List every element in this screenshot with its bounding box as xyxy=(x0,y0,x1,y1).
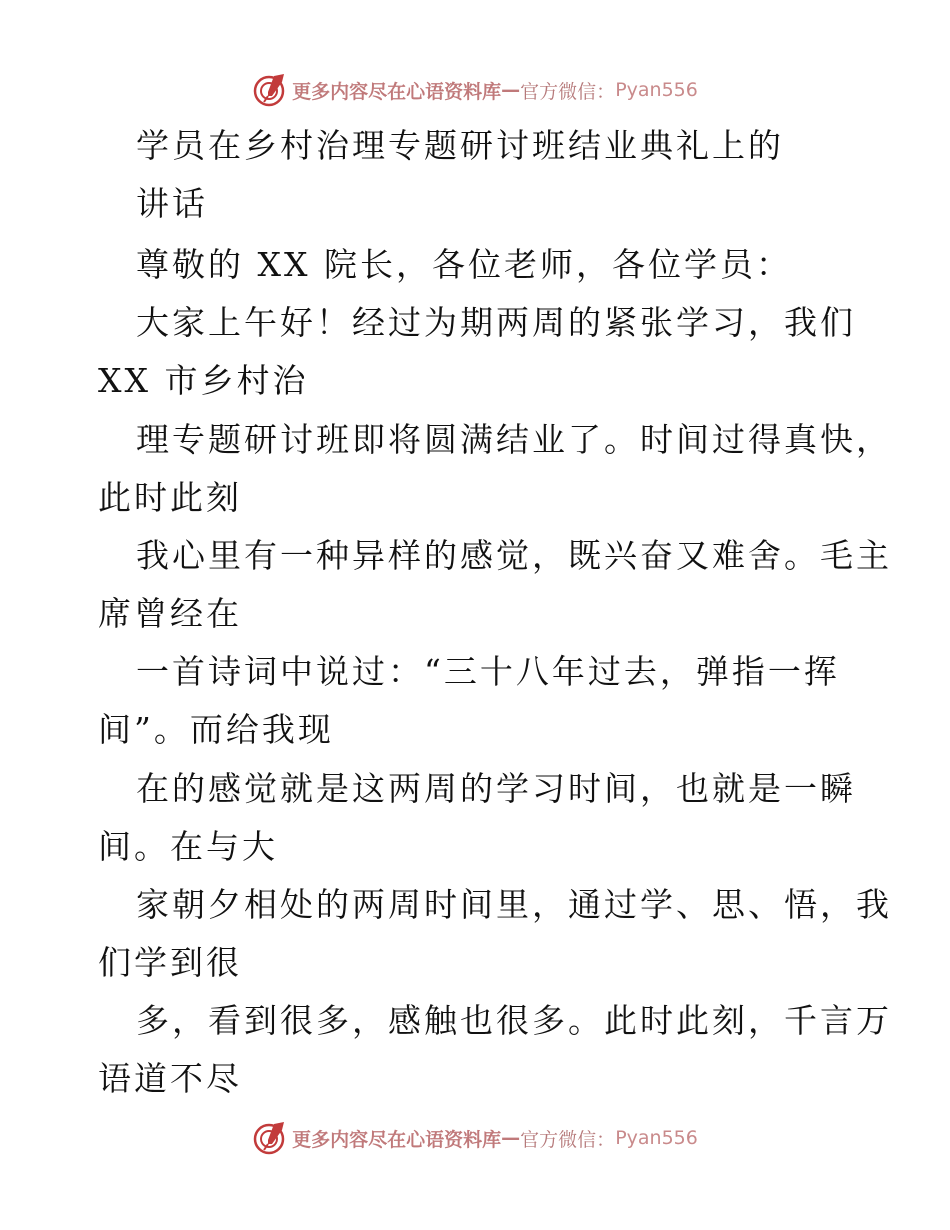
banner-dash: — xyxy=(501,79,521,101)
watermark-banner-top xyxy=(0,70,950,110)
paragraph-line: 大家上午好！经过为期两周的紧张学习，我们 xyxy=(136,303,856,342)
banner-wechat-id: Pyan556 xyxy=(615,1127,698,1149)
banner-wechat-label: 官方微信： xyxy=(520,80,616,103)
quill-logo-icon xyxy=(252,1120,288,1156)
quill-logo-icon xyxy=(252,72,288,108)
salutation-line: 尊敬的 XX 院长，各位老师，各位学员： xyxy=(136,245,792,284)
watermark-banner-bottom xyxy=(0,1118,950,1158)
paragraph-line: 间”。而给我现 xyxy=(98,710,334,749)
document-title-line-2: 讲话 xyxy=(136,184,208,223)
banner-main-text: 更多内容尽在心语资料库 xyxy=(292,1128,502,1151)
document-title-line-1: 学员在乡村治理专题研讨班结业典礼上的 xyxy=(136,126,784,165)
paragraph-line: 间。在与大 xyxy=(98,827,278,866)
paragraph-line: 一首诗词中说过：“三十八年过去，弹指一挥 xyxy=(136,652,840,691)
banner-main-text: 更多内容尽在心语资料库 xyxy=(292,80,502,103)
paragraph-line: 此时此刻 xyxy=(98,478,242,517)
paragraph-line: 多，看到很多，感触也很多。此时此刻，千言万 xyxy=(136,1001,892,1040)
paragraph-line: 理专题研讨班即将圆满结业了。时间过得真快， xyxy=(136,420,892,459)
banner-wechat-id: Pyan556 xyxy=(615,79,698,101)
paragraph-line: 我心里有一种异样的感觉，既兴奋又难舍。毛主 xyxy=(136,536,892,575)
banner-dash: — xyxy=(501,1127,521,1149)
paragraph-line: XX 市乡村治 xyxy=(98,361,309,400)
paragraph-line: 家朝夕相处的两周时间里，通过学、思、悟，我 xyxy=(136,885,892,924)
paragraph-line: 席曾经在 xyxy=(98,594,242,633)
paragraph-line: 在的感觉就是这两周的学习时间，也就是一瞬 xyxy=(136,769,856,808)
banner-wechat-label: 官方微信： xyxy=(520,1128,616,1151)
paragraph-line: 们学到很 xyxy=(98,943,242,982)
paragraph-line: 语道不尽 xyxy=(98,1059,242,1098)
